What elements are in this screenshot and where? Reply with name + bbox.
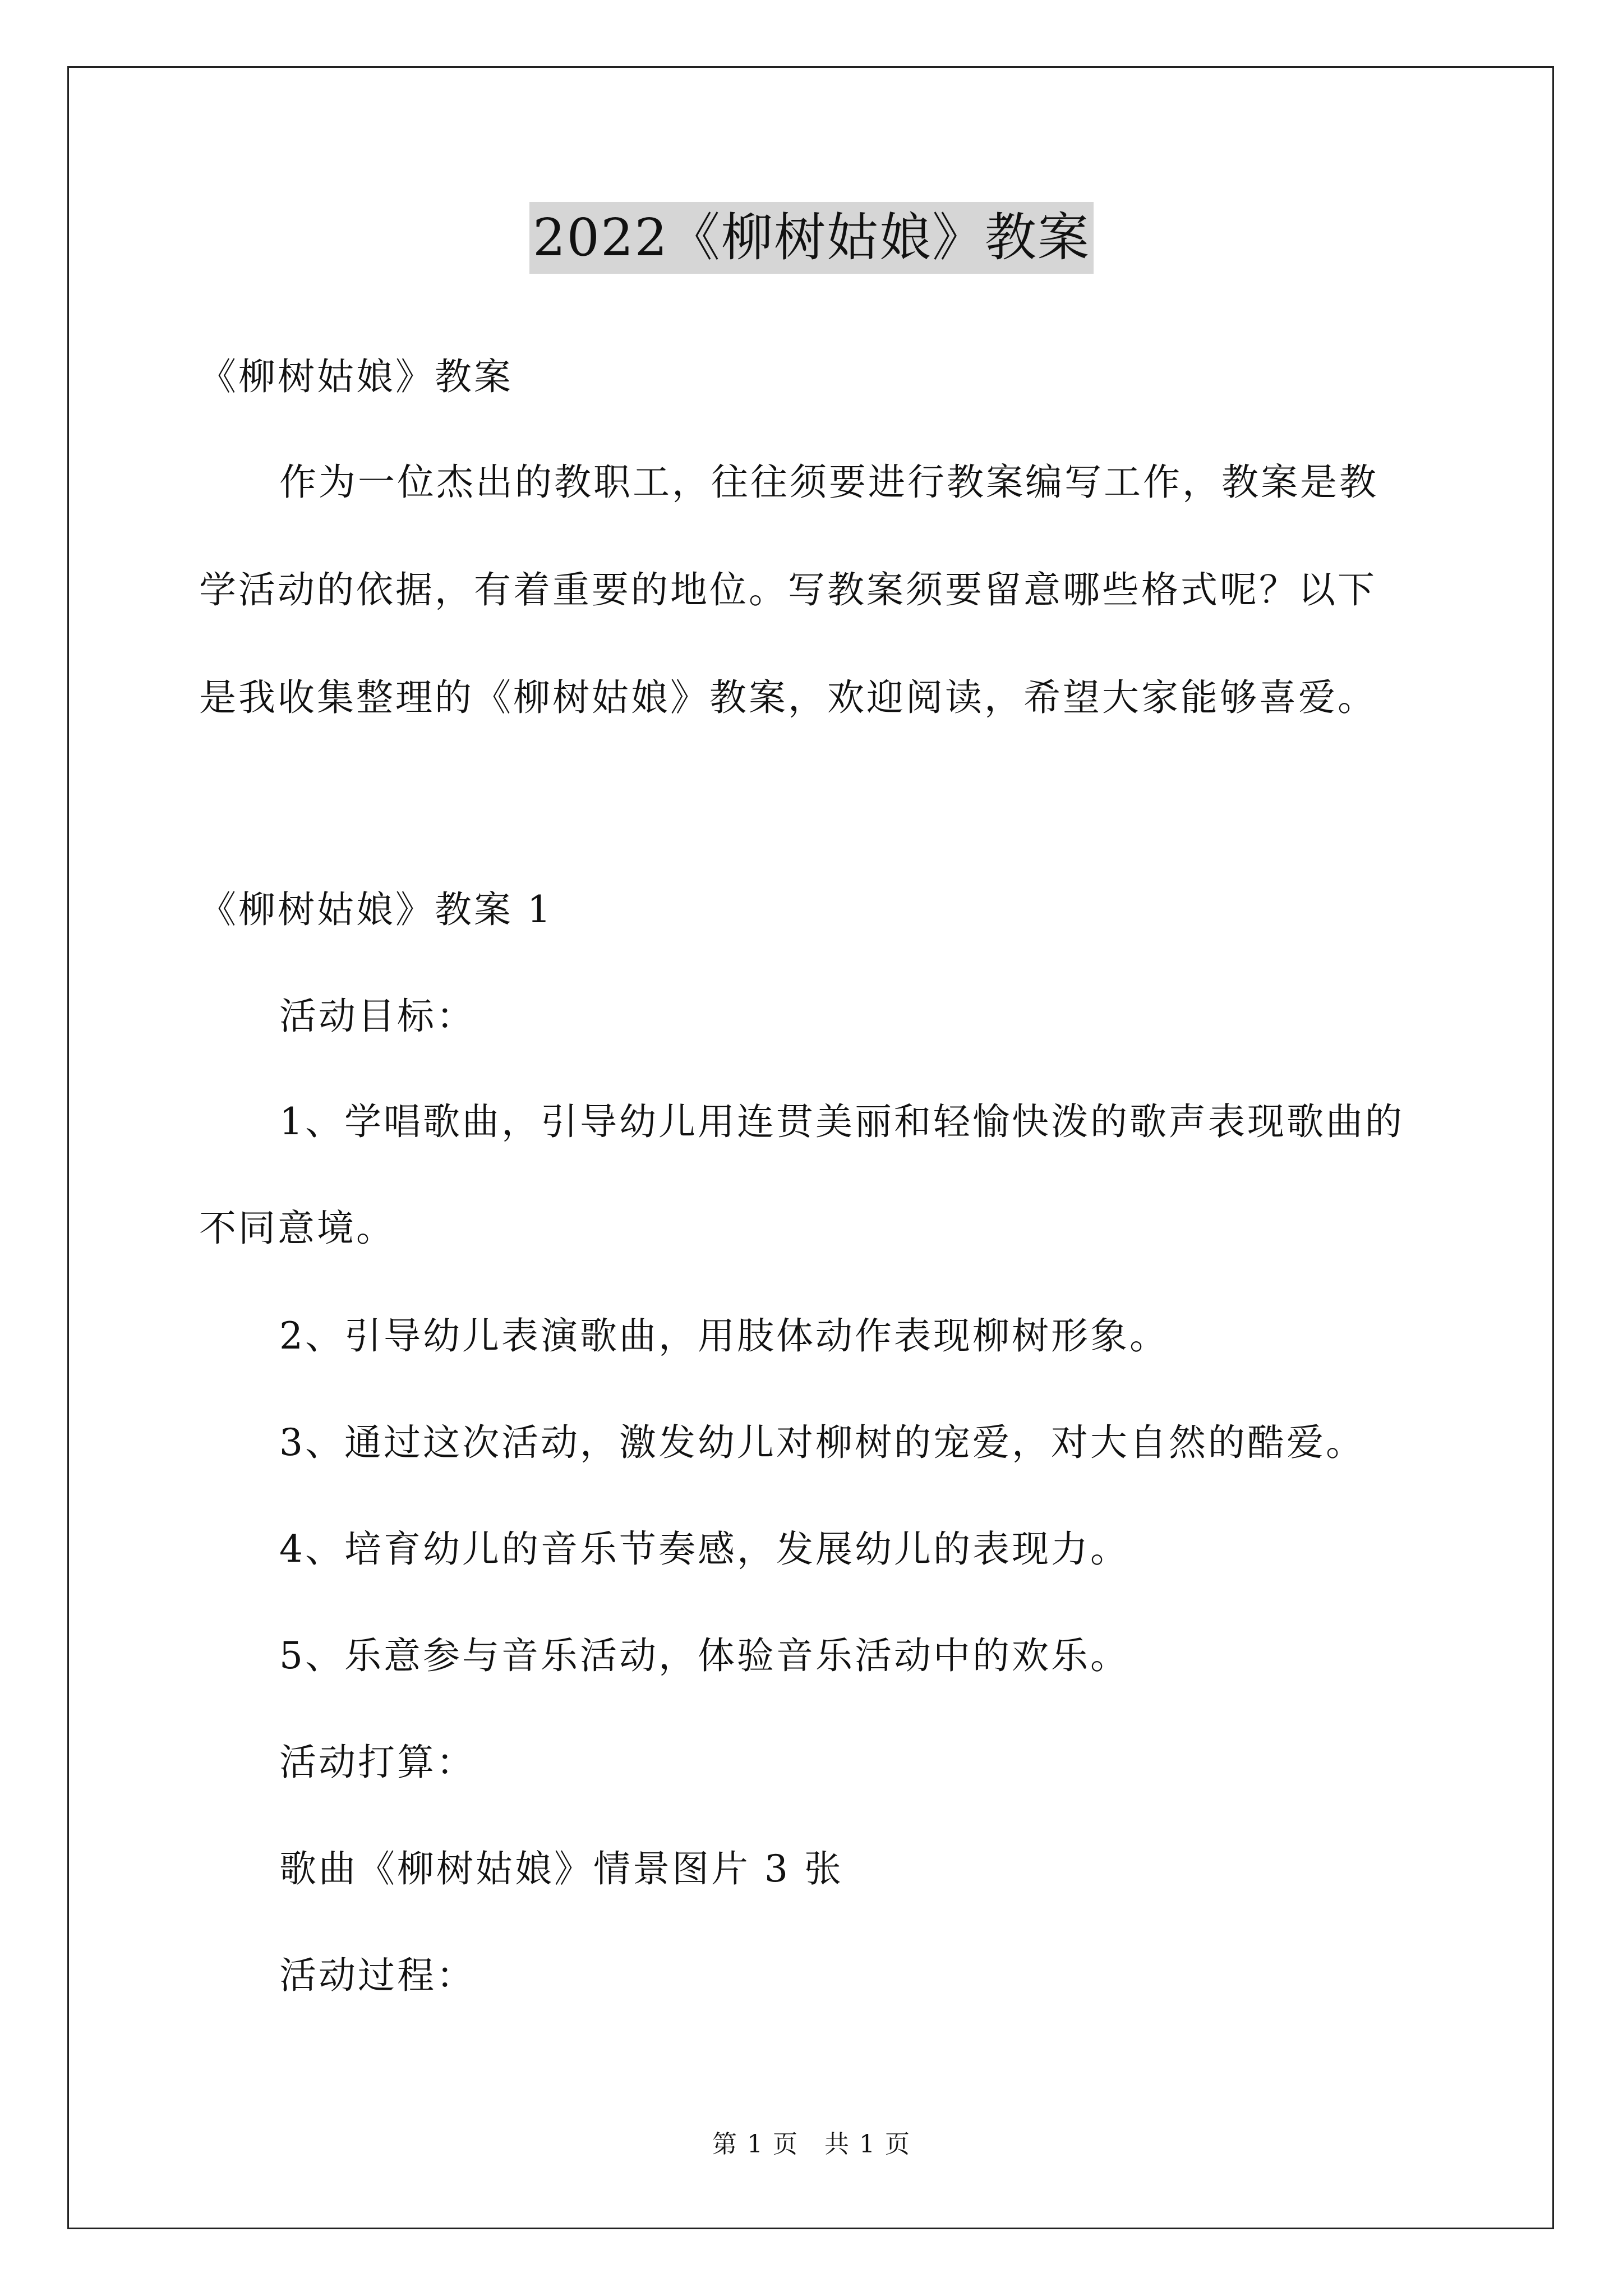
prep-label: 活动打算： <box>279 1741 476 1784</box>
document-title: 2022《柳树姑娘》教案 <box>529 202 1094 274</box>
goal-4: 4、培育幼儿的音乐节奏感，发展幼儿的表现力。 <box>279 1527 1129 1571</box>
goal-1-line-1: 1、学唱歌曲，引导幼儿用连贯美丽和轻愉快泼的歌声表现歌曲的 <box>279 1100 1404 1143</box>
intro-line-1: 作为一位杰出的教职工，往往须要进行教案编写工作，教案是教 <box>279 461 1378 504</box>
goal-3: 3、通过这次活动，激发幼儿对柳树的宠爱，对大自然的酷爱。 <box>279 1421 1365 1464</box>
goal-5: 5、乐意参与音乐活动，体验音乐活动中的欢乐。 <box>279 1634 1129 1677</box>
prep-item: 歌曲《柳树姑娘》情景图片 3 张 <box>279 1847 843 1890</box>
process-label: 活动过程： <box>279 1954 476 1997</box>
section-heading: 《柳树姑娘》教案 1 <box>199 888 553 931</box>
title-wrap <box>0 202 1623 274</box>
page-footer: 第 1 页 共 1 页 <box>712 2130 911 2159</box>
intro-line-2: 学活动的依据，有着重要的地位。写教案须要留意哪些格式呢？以下 <box>199 568 1377 611</box>
goal-1-line-2: 不同意境。 <box>199 1207 395 1250</box>
subtitle: 《柳树姑娘》教案 <box>199 355 513 398</box>
goals-label: 活动目标： <box>279 995 476 1038</box>
goal-2: 2、引导幼儿表演歌曲，用肢体动作表现柳树形象。 <box>279 1314 1169 1358</box>
intro-line-3: 是我收集整理的《柳树姑娘》教案，欢迎阅读，希望大家能够喜爱。 <box>199 676 1377 719</box>
